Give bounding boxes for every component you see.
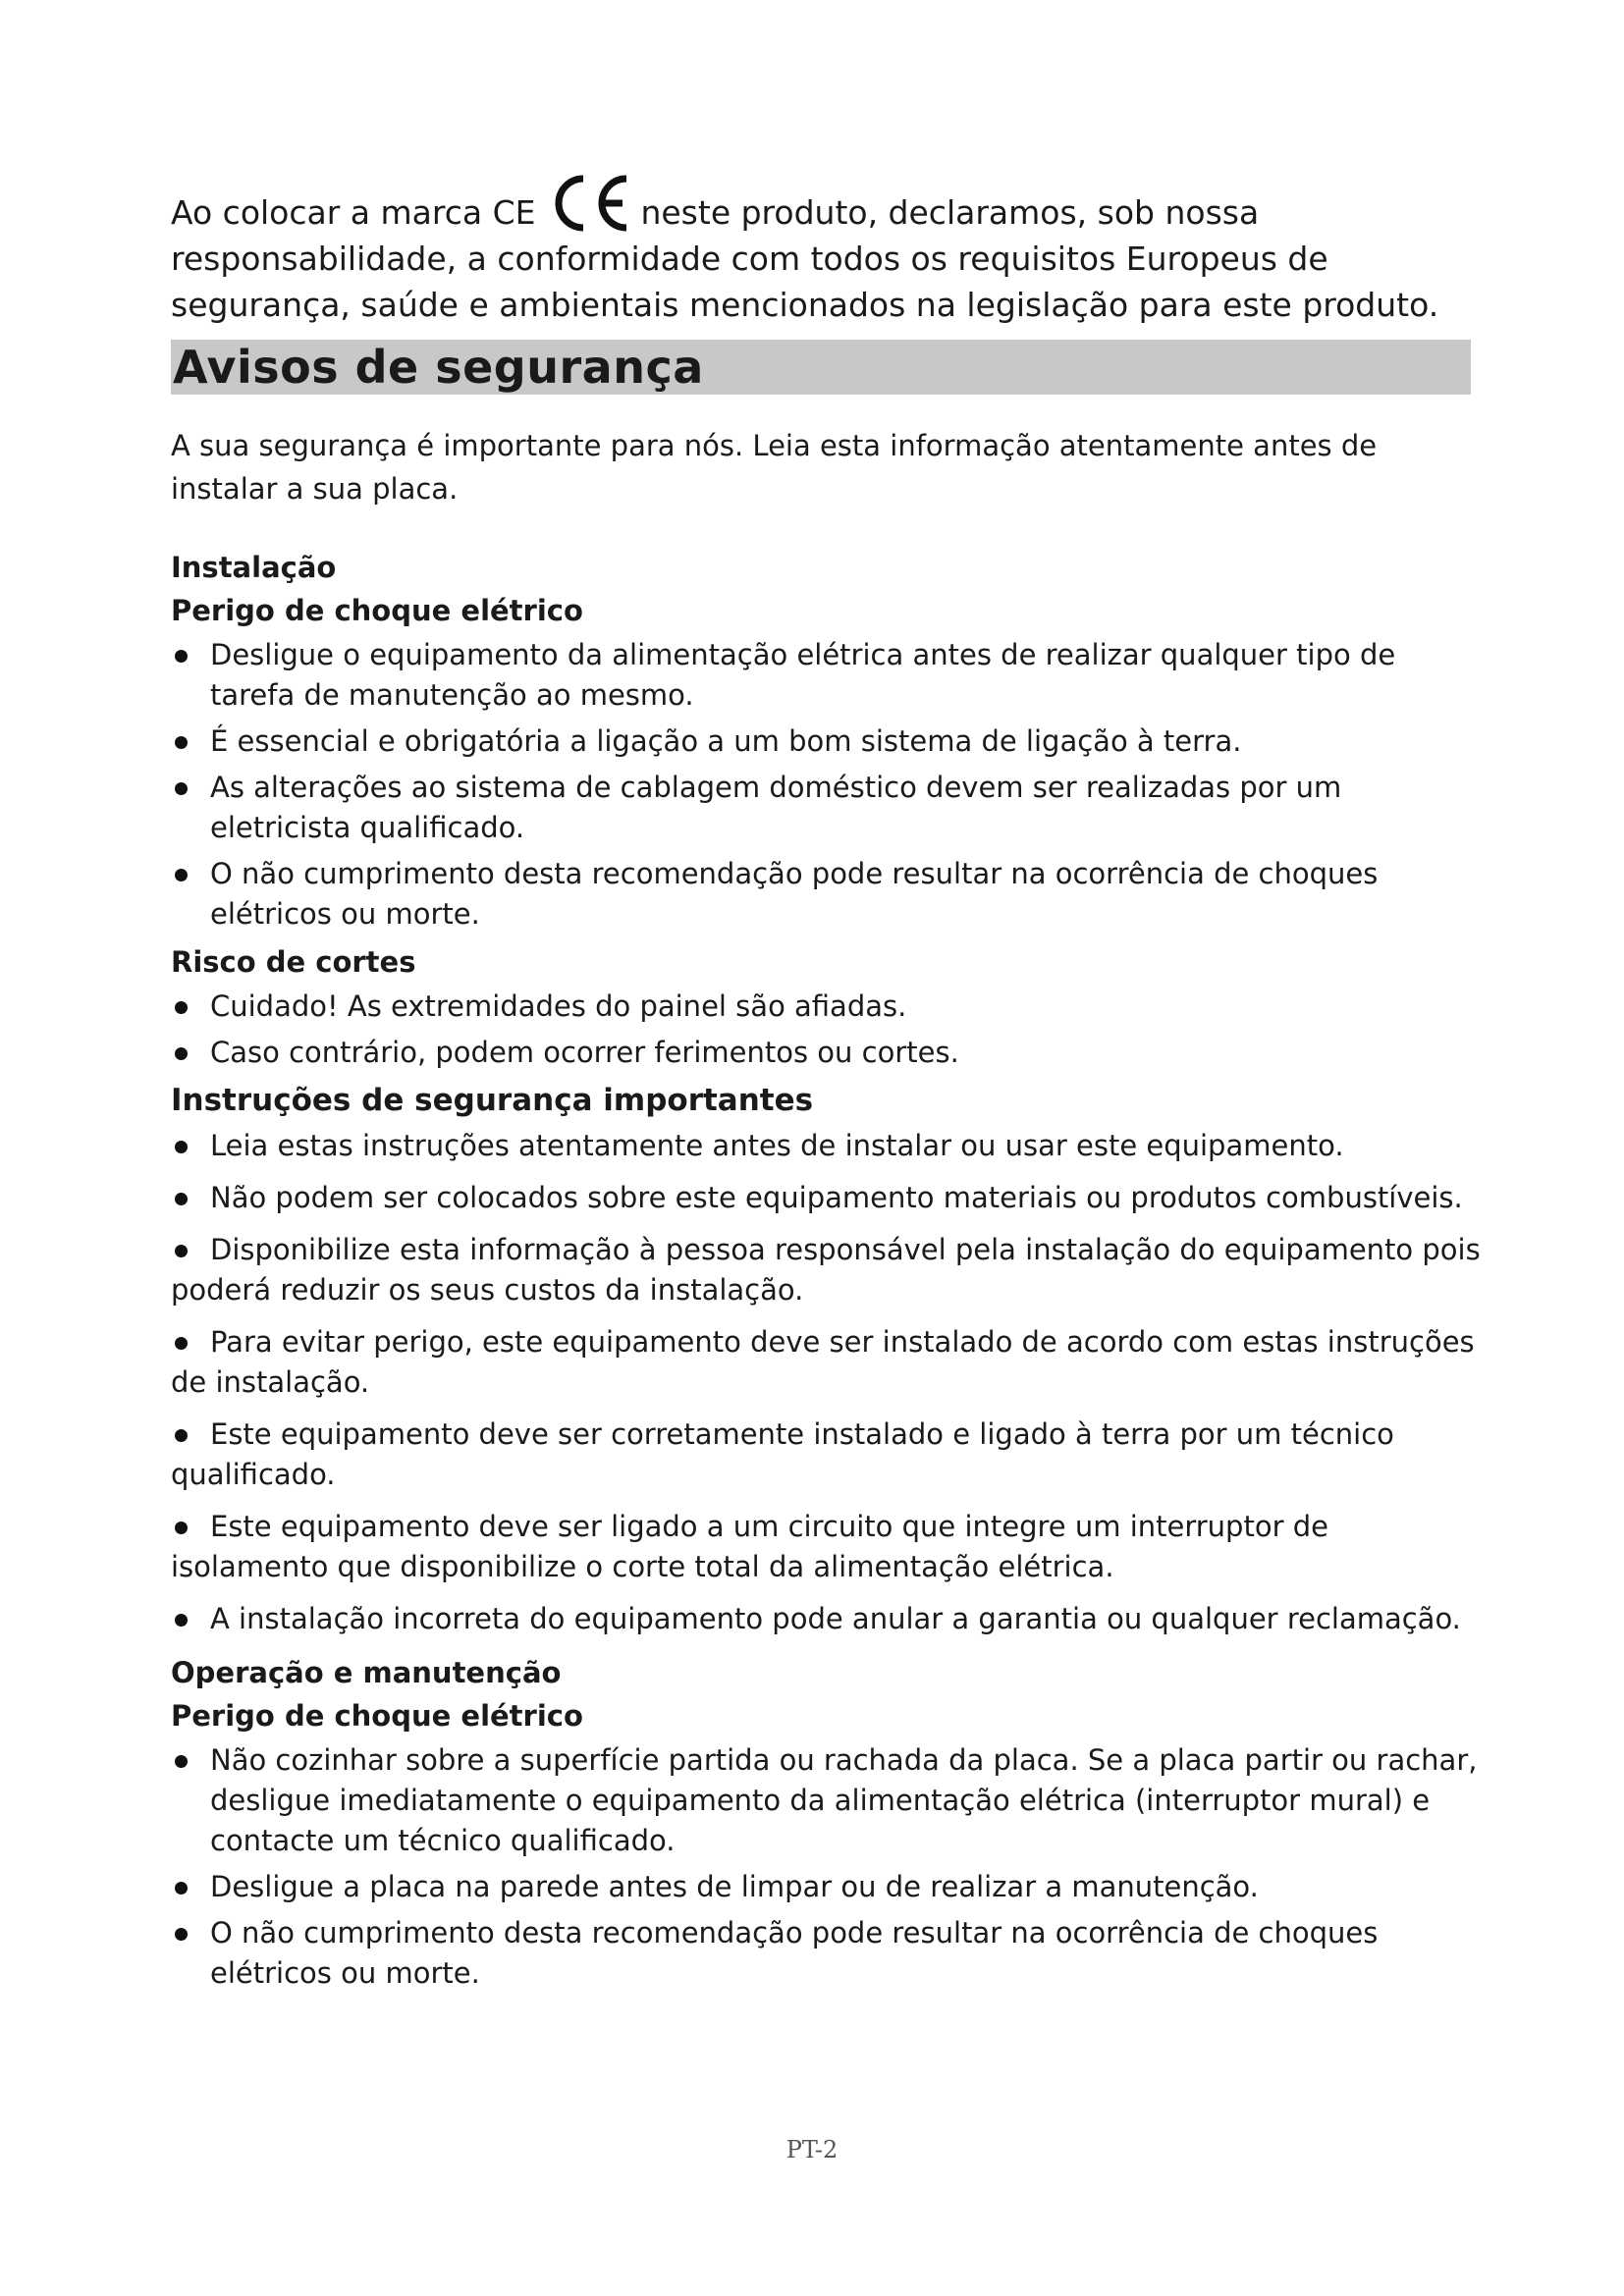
section-header-bar	[171, 340, 1471, 395]
ce-declaration	[171, 187, 1483, 328]
ce-mark-icon	[548, 187, 628, 226]
cuts-list	[171, 987, 1483, 1073]
page-number: PT-2	[785, 2136, 839, 2163]
list-item: Para evitar perigo, este equipamento deve ser instalado de acordo com estas instruções de instalação.	[171, 1322, 1483, 1403]
list-item: Caso contrário, podem ocorrer ferimentos ou cortes.	[171, 1033, 1483, 1073]
lead-paragraph: A sua segurança é importante para nós. Leia esta informação atentamente antes de instalar a sua placa.	[171, 429, 1378, 506]
list-item: Desligue a placa na parede antes de limpar ou de realizar a manutenção.	[171, 1867, 1483, 1907]
list-item: Desligue o equipamento da alimentação elétrica antes de realizar qualquer tipo de tarefa de manutenção ao mesmo.	[171, 635, 1483, 716]
list-item: Disponibilize esta informação à pessoa responsável pela instalação do equipamento pois poderá reduzir os seus custos da instalação.	[171, 1230, 1483, 1310]
list-item: Não podem ser colocados sobre este equipamento materiais ou produtos combustíveis.	[171, 1178, 1483, 1218]
list-item: Cuidado! As extremidades do painel são afiadas.	[171, 987, 1483, 1027]
document-page	[171, 187, 1483, 2000]
important-instructions-heading: Instruções de segurança importantes	[171, 1083, 814, 1118]
cuts-heading: Risco de cortes	[171, 945, 416, 979]
operation-heading: Operação e manutenção	[171, 1656, 562, 1689]
ce-declaration-rest: neste produto, declaramos, sob nossa responsabilidade, a conformidade com todos os requisitos Europeus de segurança, saúde e ambientais mencionados na legislação para este produto.	[171, 193, 1439, 324]
operation-shock-heading: Perigo de choque elétrico	[171, 1699, 583, 1733]
list-item: Leia estas instruções atentamente antes de instalar ou usar este equipamento.	[171, 1126, 1483, 1166]
list-item: As alterações ao sistema de cablagem doméstico devem ser realizadas por um eletricista qualificado.	[171, 768, 1483, 848]
ce-declaration-lead: Ao colocar a marca CE	[171, 193, 536, 232]
list-item: A instalação incorreta do equipamento pode anular a garantia ou qualquer reclamação.	[171, 1599, 1483, 1639]
operation-list	[171, 1740, 1483, 1994]
list-item: É essencial e obrigatória a ligação a um bom sistema de ligação à terra.	[171, 721, 1483, 762]
list-item: O não cumprimento desta recomendação pode resultar na ocorrência de choques elétricos ou morte.	[171, 854, 1483, 934]
list-item: Não cozinhar sobre a superfície partida ou rachada da placa. Se a placa partir ou rachar, desligue imediatamente o equipamento da alimentação elétrica (interruptor mural) e contacte um técnico qualificado.	[171, 1740, 1483, 1861]
installation-heading: Instalação	[171, 551, 337, 584]
list-item: Este equipamento deve ser ligado a um circuito que integre um interruptor de isolamento que disponibilize o corte total da alimentação elétrica.	[171, 1507, 1483, 1587]
installation-shock-heading: Perigo de choque elétrico	[171, 594, 583, 627]
section-title: Avisos de segurança	[173, 341, 704, 394]
list-item: O não cumprimento desta recomendação pode resultar na ocorrência de choques elétricos ou morte.	[171, 1913, 1483, 1994]
installation-shock-list	[171, 635, 1483, 934]
important-instructions-list	[171, 1126, 1483, 1639]
list-item: Este equipamento deve ser corretamente instalado e ligado à terra por um técnico qualificado.	[171, 1415, 1483, 1495]
